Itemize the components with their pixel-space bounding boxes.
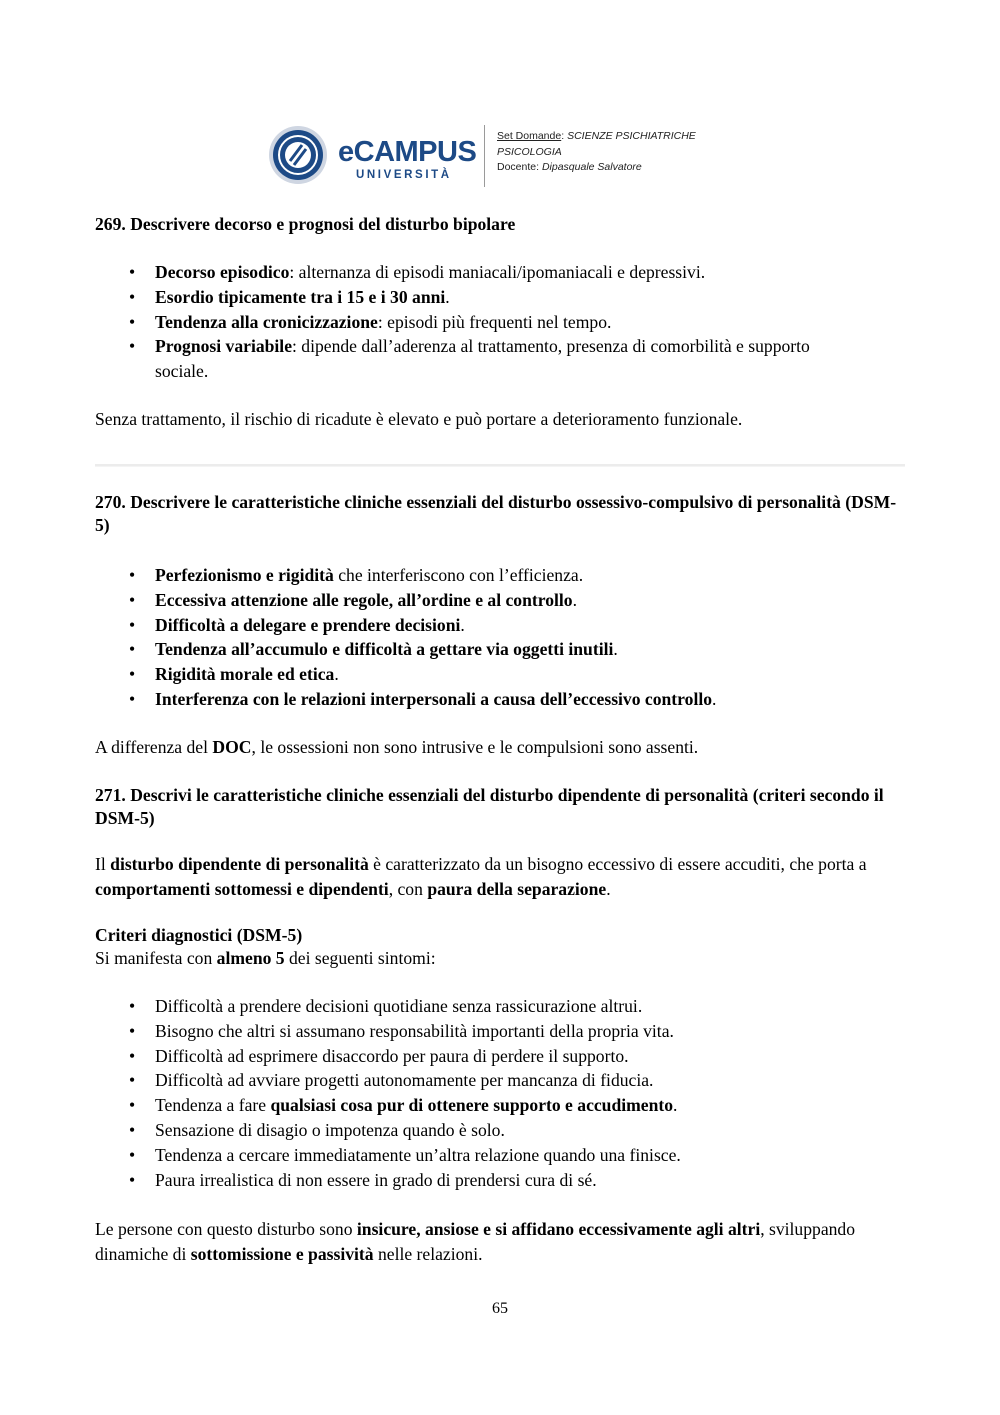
text: , sviluppando dinamiche di [95, 1219, 856, 1264]
list-item [95, 334, 905, 384]
bold-text: paura della separazione [427, 878, 607, 899]
list-item [95, 613, 905, 638]
question-269-title: 269. Descrivere decorso e prognosi del disturbo bipolare [95, 214, 516, 234]
question-269-list [95, 260, 905, 384]
question-270-title: 270. Descrivere le caratteristiche cliniche essenziali del disturbo ossessivo-compulsivo di personalità (DSM-5) [95, 492, 897, 535]
bold-text: Perfezionismo e rigidità [155, 565, 334, 585]
list-item [95, 994, 905, 1019]
list-item [95, 637, 905, 662]
bold-text: Esordio tipicamente tra i 15 e i 30 anni [155, 286, 446, 307]
list-item [95, 285, 905, 310]
bullet-icon: • [129, 614, 136, 635]
text: è caratterizzato da un bisogno eccessivo di essere accuditi, che porta a [368, 854, 867, 874]
bullet-icon: • [129, 996, 136, 1016]
bold-text: insicure, ansiose e si affidano eccessivamente agli altri [356, 1219, 761, 1239]
list-item [95, 662, 905, 687]
text: Le persone con questo disturbo sono [95, 1219, 357, 1239]
list-item [95, 310, 905, 335]
bold-text: Prognosi variabile [155, 336, 293, 357]
question-271-intro [95, 852, 905, 901]
text: . [460, 614, 465, 635]
criteri-list [95, 994, 905, 1192]
list-item [95, 260, 905, 285]
text: : episodi più frequenti nel tempo. [377, 311, 612, 332]
bullet-icon: • [129, 286, 136, 307]
list-item [95, 687, 905, 712]
text: nelle relazioni. [373, 1243, 483, 1264]
header-divider [484, 125, 485, 187]
text: dei seguenti sintomi: [284, 948, 436, 968]
criteri-heading: Criteri diagnostici (DSM-5) [95, 925, 303, 945]
page-header [268, 123, 738, 189]
list-item [95, 1044, 905, 1069]
bold-text: Decorso episodico [155, 262, 290, 282]
text: . [334, 664, 339, 685]
list-item [95, 1168, 905, 1193]
bullet-icon: • [129, 1119, 136, 1140]
question-270-list [95, 563, 905, 712]
text: Il [95, 854, 111, 874]
question-269-closing: Senza trattamento, il rischio di ricadute è elevato e può portare a deterioramento funzionale. [95, 409, 743, 429]
text: Difficoltà ad avviare progetti autonomamente per mancanza di fiducia. [155, 1070, 654, 1091]
text: . [445, 286, 450, 307]
text: Difficoltà a prendere decisioni quotidiane senza rassicurazione altrui. [155, 996, 643, 1016]
set-label: Set Domande [497, 130, 562, 142]
text: , le ossessioni non sono intrusive e le compulsioni sono assenti. [251, 737, 699, 757]
list-item [95, 1093, 905, 1118]
docente-label: Docente [497, 161, 537, 173]
text: A differenza del [95, 737, 213, 757]
question-271-title: 271. Descrivi le caratteristiche cliniche essenziali del disturbo dipendente di personalità (criteri secondo il DSM-5) [95, 785, 884, 828]
text: : alternanza di episodi maniacali/ipomaniacali e depressivi. [289, 262, 706, 282]
text: Difficoltà ad esprimere disaccordo per paura di perdere il supporto. [155, 1045, 629, 1066]
bullet-icon: • [129, 1045, 136, 1066]
bullet-icon: • [129, 311, 136, 332]
bullet-icon: • [129, 1144, 136, 1165]
bullet-icon: • [129, 688, 136, 709]
bullet-icon: • [129, 262, 136, 282]
text: : dipende dall’aderenza al trattamento, presenza di comorbilità e supporto sociale. [155, 336, 810, 382]
text: , con [388, 878, 428, 899]
bullet-icon: • [129, 565, 136, 585]
text: Sensazione di disagio o impotenza quando è solo. [155, 1119, 505, 1140]
set-value: SCIENZE PSICHIATRICHE [567, 130, 696, 142]
text: . [572, 589, 578, 610]
logo-subtext: UNIVERSITÀ [356, 169, 452, 181]
ecampus-logo-icon [268, 125, 328, 185]
list-item [95, 563, 905, 588]
list-item [95, 1019, 905, 1044]
bold-text: Rigidità morale ed etica [155, 664, 335, 685]
list-item [95, 1143, 905, 1168]
bold-text: Interferenza con le relazioni interpersonali a causa dell’eccessivo controllo [155, 688, 713, 709]
criteri-intro [95, 946, 905, 971]
bold-text: Difficoltà a delegare e prendere decisioni [155, 614, 461, 635]
bullet-icon: • [129, 639, 136, 660]
page-number: 65 [492, 1300, 508, 1317]
question-271-closing [95, 1217, 905, 1266]
bold-text: comportamenti sottomessi e dipendenti [95, 878, 389, 899]
bold-text: Tendenza all’accumulo e difficoltà a gettare via oggetti inutili [155, 639, 614, 660]
list-item [95, 588, 905, 613]
logo-wordmark: eCAMPUS [338, 136, 477, 168]
bold-text: Eccessiva attenzione alle regole, all’ordine e al controllo [155, 589, 573, 610]
bullet-icon: • [129, 1095, 136, 1116]
bullet-icon: • [129, 1020, 136, 1041]
text: Tendenza a fare [155, 1095, 271, 1116]
bullet-icon: • [129, 1070, 136, 1091]
text: Tendenza a cercare immediatamente un’altra relazione quando una finisce. [155, 1144, 681, 1165]
section-divider [95, 464, 905, 467]
header-info: Set Domande: SCIENZE PSICHIATRICHE PSICOLOGIA Docente: Dipasquale Salvatore [497, 130, 696, 173]
bold-text: Tendenza alla cronicizzazione [155, 311, 378, 332]
list-item [95, 1118, 905, 1143]
bullet-icon: • [129, 1169, 136, 1190]
bold-text: qualsiasi cosa pur di ottenere supporto e accudimento [270, 1095, 674, 1116]
text: . [673, 1095, 678, 1116]
bold-text: DOC [212, 737, 252, 757]
text: . [613, 639, 618, 660]
question-270-closing [95, 735, 905, 760]
text: Si manifesta con [95, 948, 217, 968]
bold-text: almeno 5 [216, 948, 285, 968]
bullet-icon: • [129, 664, 136, 685]
text: . [606, 878, 611, 899]
text: che interferiscono con l’efficienza. [333, 565, 584, 585]
bold-text: disturbo dipendente di personalità [110, 854, 369, 874]
text: . [712, 688, 717, 709]
docente-value: Dipasquale Salvatore [541, 161, 642, 173]
text: Paura irrealistica di non essere in grado di prendersi cura di sé. [155, 1169, 597, 1190]
bold-text: sottomissione e passività [190, 1243, 374, 1264]
text: Bisogno che altri si assumano responsabilità importanti della propria vita. [155, 1020, 674, 1041]
bullet-icon: • [129, 589, 136, 610]
list-item [95, 1068, 905, 1093]
bullet-icon: • [129, 336, 136, 357]
set-value-2: PSICOLOGIA [497, 145, 562, 158]
